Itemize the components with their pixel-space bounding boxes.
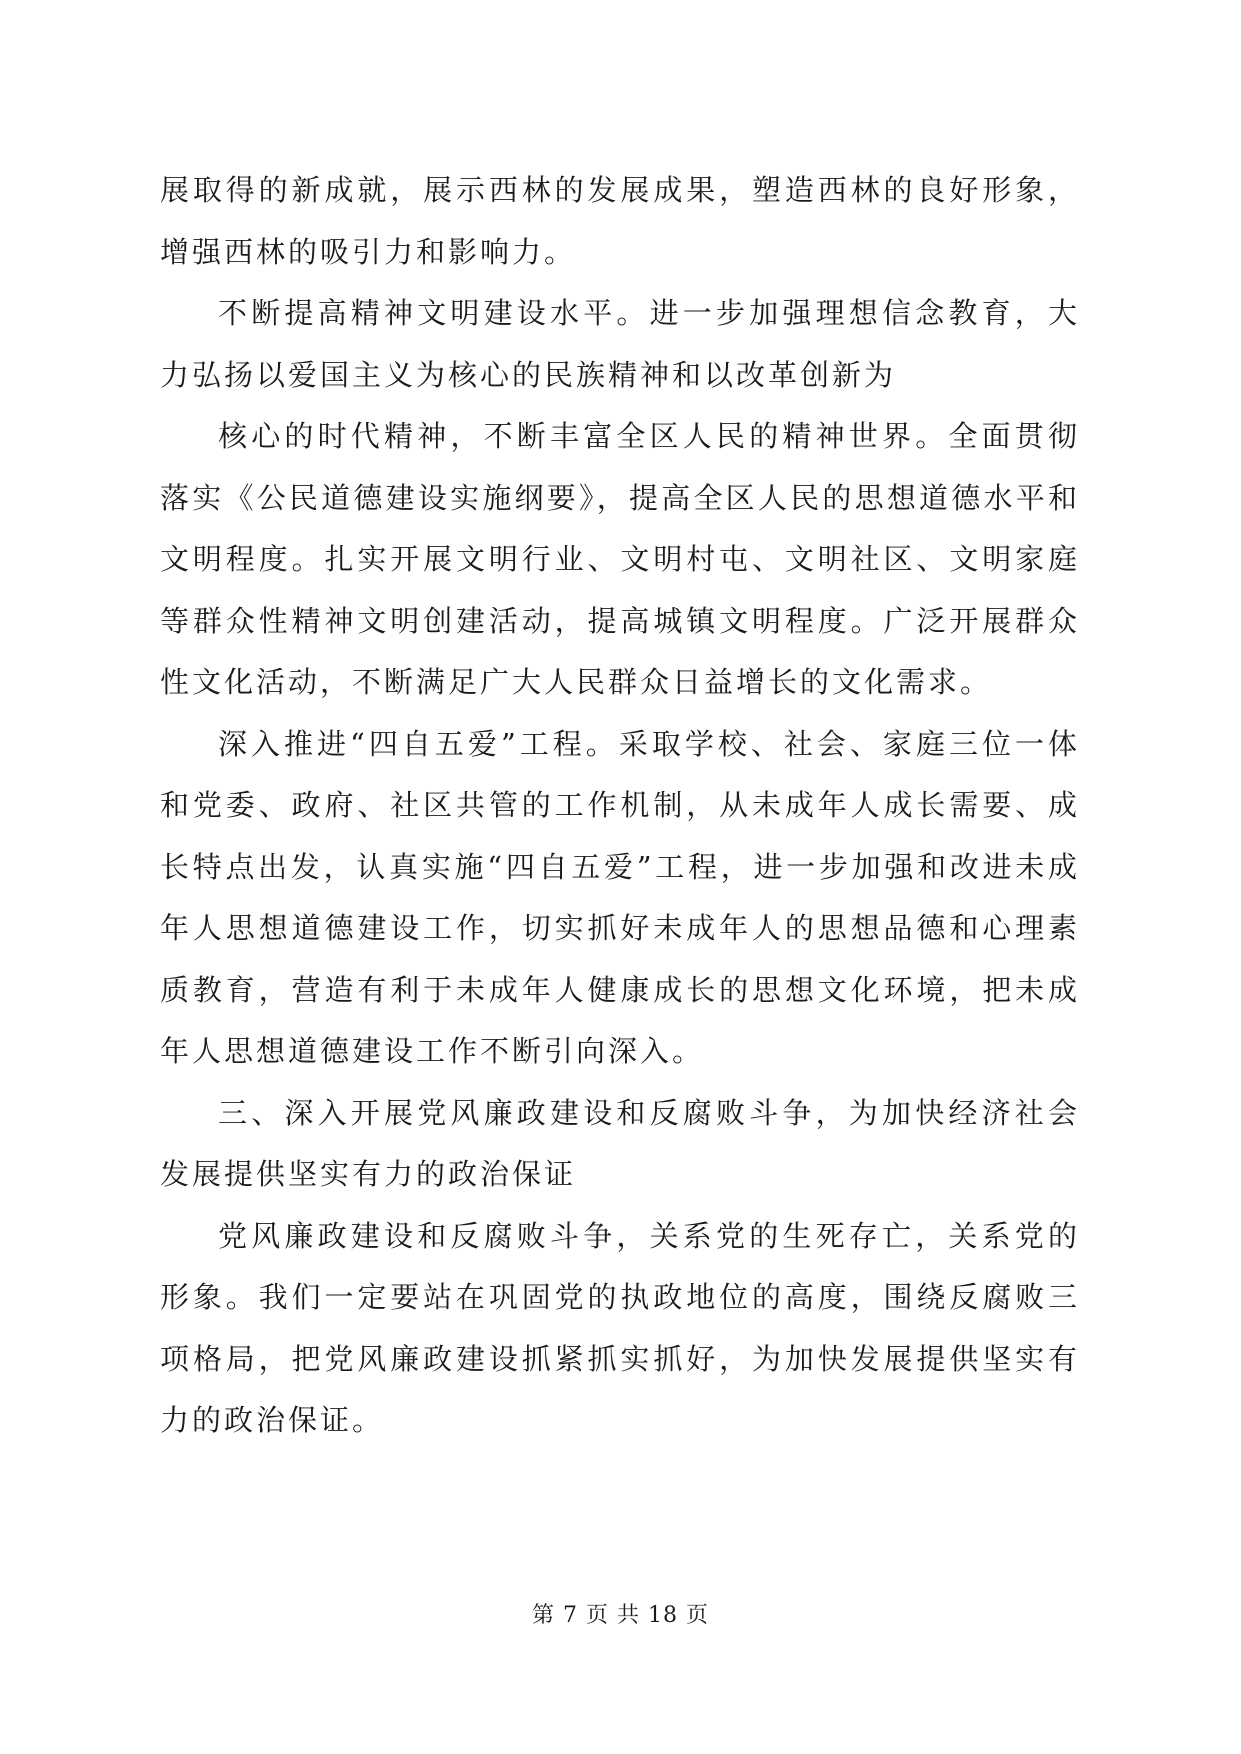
paragraph-1: 展取得的新成就，展示西林的发展成果，塑造西林的良好形象，增强西林的吸引力和影响力。 xyxy=(160,173,1080,269)
paragraph-3: 核心的时代精神，不断丰富全区人民的精神世界。全面贯彻落实《公民道德建设实施纲要》，提高全区人民的思想道德水平和文明程度。扎实开展文明行业、文明村屯、文明社区、文明家庭等群众性精神文明创建活动，提高城镇文明程度。广泛开展群众性文化活动，不断满足广大人民群众日益增长的文化需求。 xyxy=(160,419,1080,699)
section-heading: 三、深入开展党风廉政建设和反腐败斗争，为加快经济社会发展提供坚实有力的政治保证 xyxy=(160,1095,1080,1191)
page-footer: 第 7 页 共 18 页 xyxy=(532,1603,709,1628)
paragraph-5: 党风廉政建设和反腐败斗争，关系党的生死存亡，关系党的形象。我们一定要站在巩固党的执政地位的高度，围绕反腐败三项格局，把党风廉政建设抓紧抓实抓好，为加快发展提供坚实有力的政治保证。 xyxy=(160,1218,1080,1437)
paragraph-2: 不断提高精神文明建设水平。进一步加强理想信念教育，大力弘扬以爱国主义为核心的民族精神和以改革创新为 xyxy=(160,296,1080,392)
paragraph-4: 深入推进“四自五爱”工程。采取学校、社会、家庭三位一体和党委、政府、社区共管的工作机制，从未成年人成长需要、成长特点出发，认真实施“四自五爱”工程，进一步加强和改进未成年人思想道德建设工作，切实抓好未成年人的思想品德和心理素质教育，营造有利于未成年人健康成长的思想文化环境，把未成年人思想道德建设工作不断引向深入。 xyxy=(160,726,1080,1068)
body-text xyxy=(160,160,1080,1452)
